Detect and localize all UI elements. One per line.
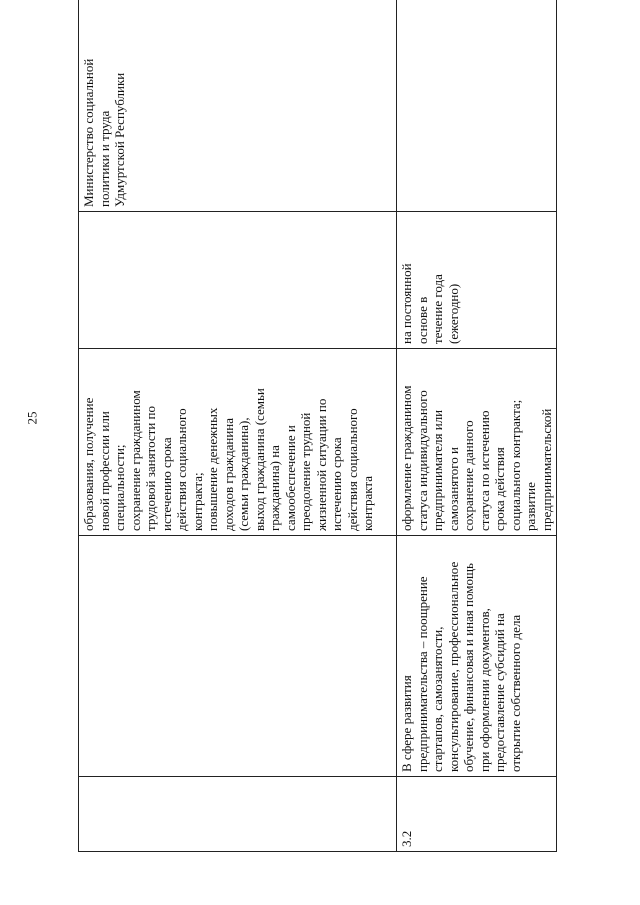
text-line: доходов гражданина	[220, 417, 236, 531]
text-line: специальности;	[112, 444, 127, 531]
text-line: самообеспечение и	[282, 425, 298, 531]
text-line: стартапов, самозанятости,	[430, 626, 445, 772]
row-number: 3.2	[399, 830, 414, 847]
text-line: сохранение данного	[461, 420, 476, 531]
text-line: предпринимательской	[538, 408, 554, 531]
table-container	[78, 18, 554, 852]
text-line: сохранение гражданином	[127, 390, 143, 531]
text-line: основе в	[414, 296, 430, 344]
text-line: развитие	[523, 482, 538, 531]
text-line: истечению срока	[329, 437, 344, 531]
text-line: политики и труда	[96, 110, 112, 207]
text-line: действия социального	[344, 408, 360, 531]
text-line: консультирование, профессиональное	[445, 561, 461, 772]
cell-term	[397, 212, 557, 349]
text-line: контракта;	[189, 472, 205, 531]
text-line: самозанятого и	[445, 447, 461, 531]
text-line: предпринимательства – поощрение	[414, 576, 430, 772]
text-line: при оформлении документов,	[476, 608, 492, 772]
cell-result	[397, 349, 557, 536]
text-line: течение года	[430, 274, 445, 344]
page-number: 25	[24, 411, 40, 425]
text-line: статуса по истечению	[476, 410, 492, 531]
text-line: открытие собственного дела	[507, 614, 523, 772]
text-line: преодоление трудной	[298, 412, 313, 531]
text-line: гражданина) на	[267, 445, 282, 531]
text-line: предпринимателя или	[430, 409, 445, 531]
cell-executor	[79, 0, 397, 212]
text-line: (семьи гражданина),	[236, 417, 251, 531]
text-line: Министерство социальной	[81, 58, 96, 207]
text-line: трудовой занятости по	[143, 405, 158, 531]
text-line: статуса индивидуального	[414, 390, 430, 531]
text-line: контракта	[360, 476, 375, 531]
text-line: на постоянной	[399, 263, 414, 344]
text-line: (ежегодно)	[445, 283, 461, 344]
measures-table	[78, 0, 557, 852]
text-line: истечению срока	[158, 437, 174, 531]
text-line: В сфере развития	[399, 675, 414, 772]
text-line: жизненной ситуации по	[313, 398, 329, 531]
cell-activity	[397, 536, 557, 777]
text-line: повышение денежных	[205, 407, 220, 531]
cell-term	[79, 212, 397, 349]
table-row	[397, 0, 557, 852]
text-line: обучение, финансовая и иная помощь	[461, 563, 476, 772]
cell-result	[79, 349, 397, 536]
text-line: срока действия	[492, 447, 507, 531]
text-line: социального контракта;	[507, 399, 523, 531]
text-line: предоставление субсидий на	[492, 613, 507, 772]
text-line: новой профессии или	[96, 411, 112, 531]
text-line: оформление гражданином	[399, 385, 414, 531]
cell-executor	[397, 0, 557, 212]
text-line: образования, получение	[81, 397, 96, 531]
table-row	[79, 0, 397, 852]
text-line: Удмуртской Республики	[112, 72, 127, 207]
cell-number	[397, 777, 557, 852]
cell-activity	[79, 536, 397, 777]
text-line: выход гражданина (семьи	[251, 388, 267, 531]
text-line: действия социального	[174, 408, 189, 531]
cell-number	[79, 777, 397, 852]
